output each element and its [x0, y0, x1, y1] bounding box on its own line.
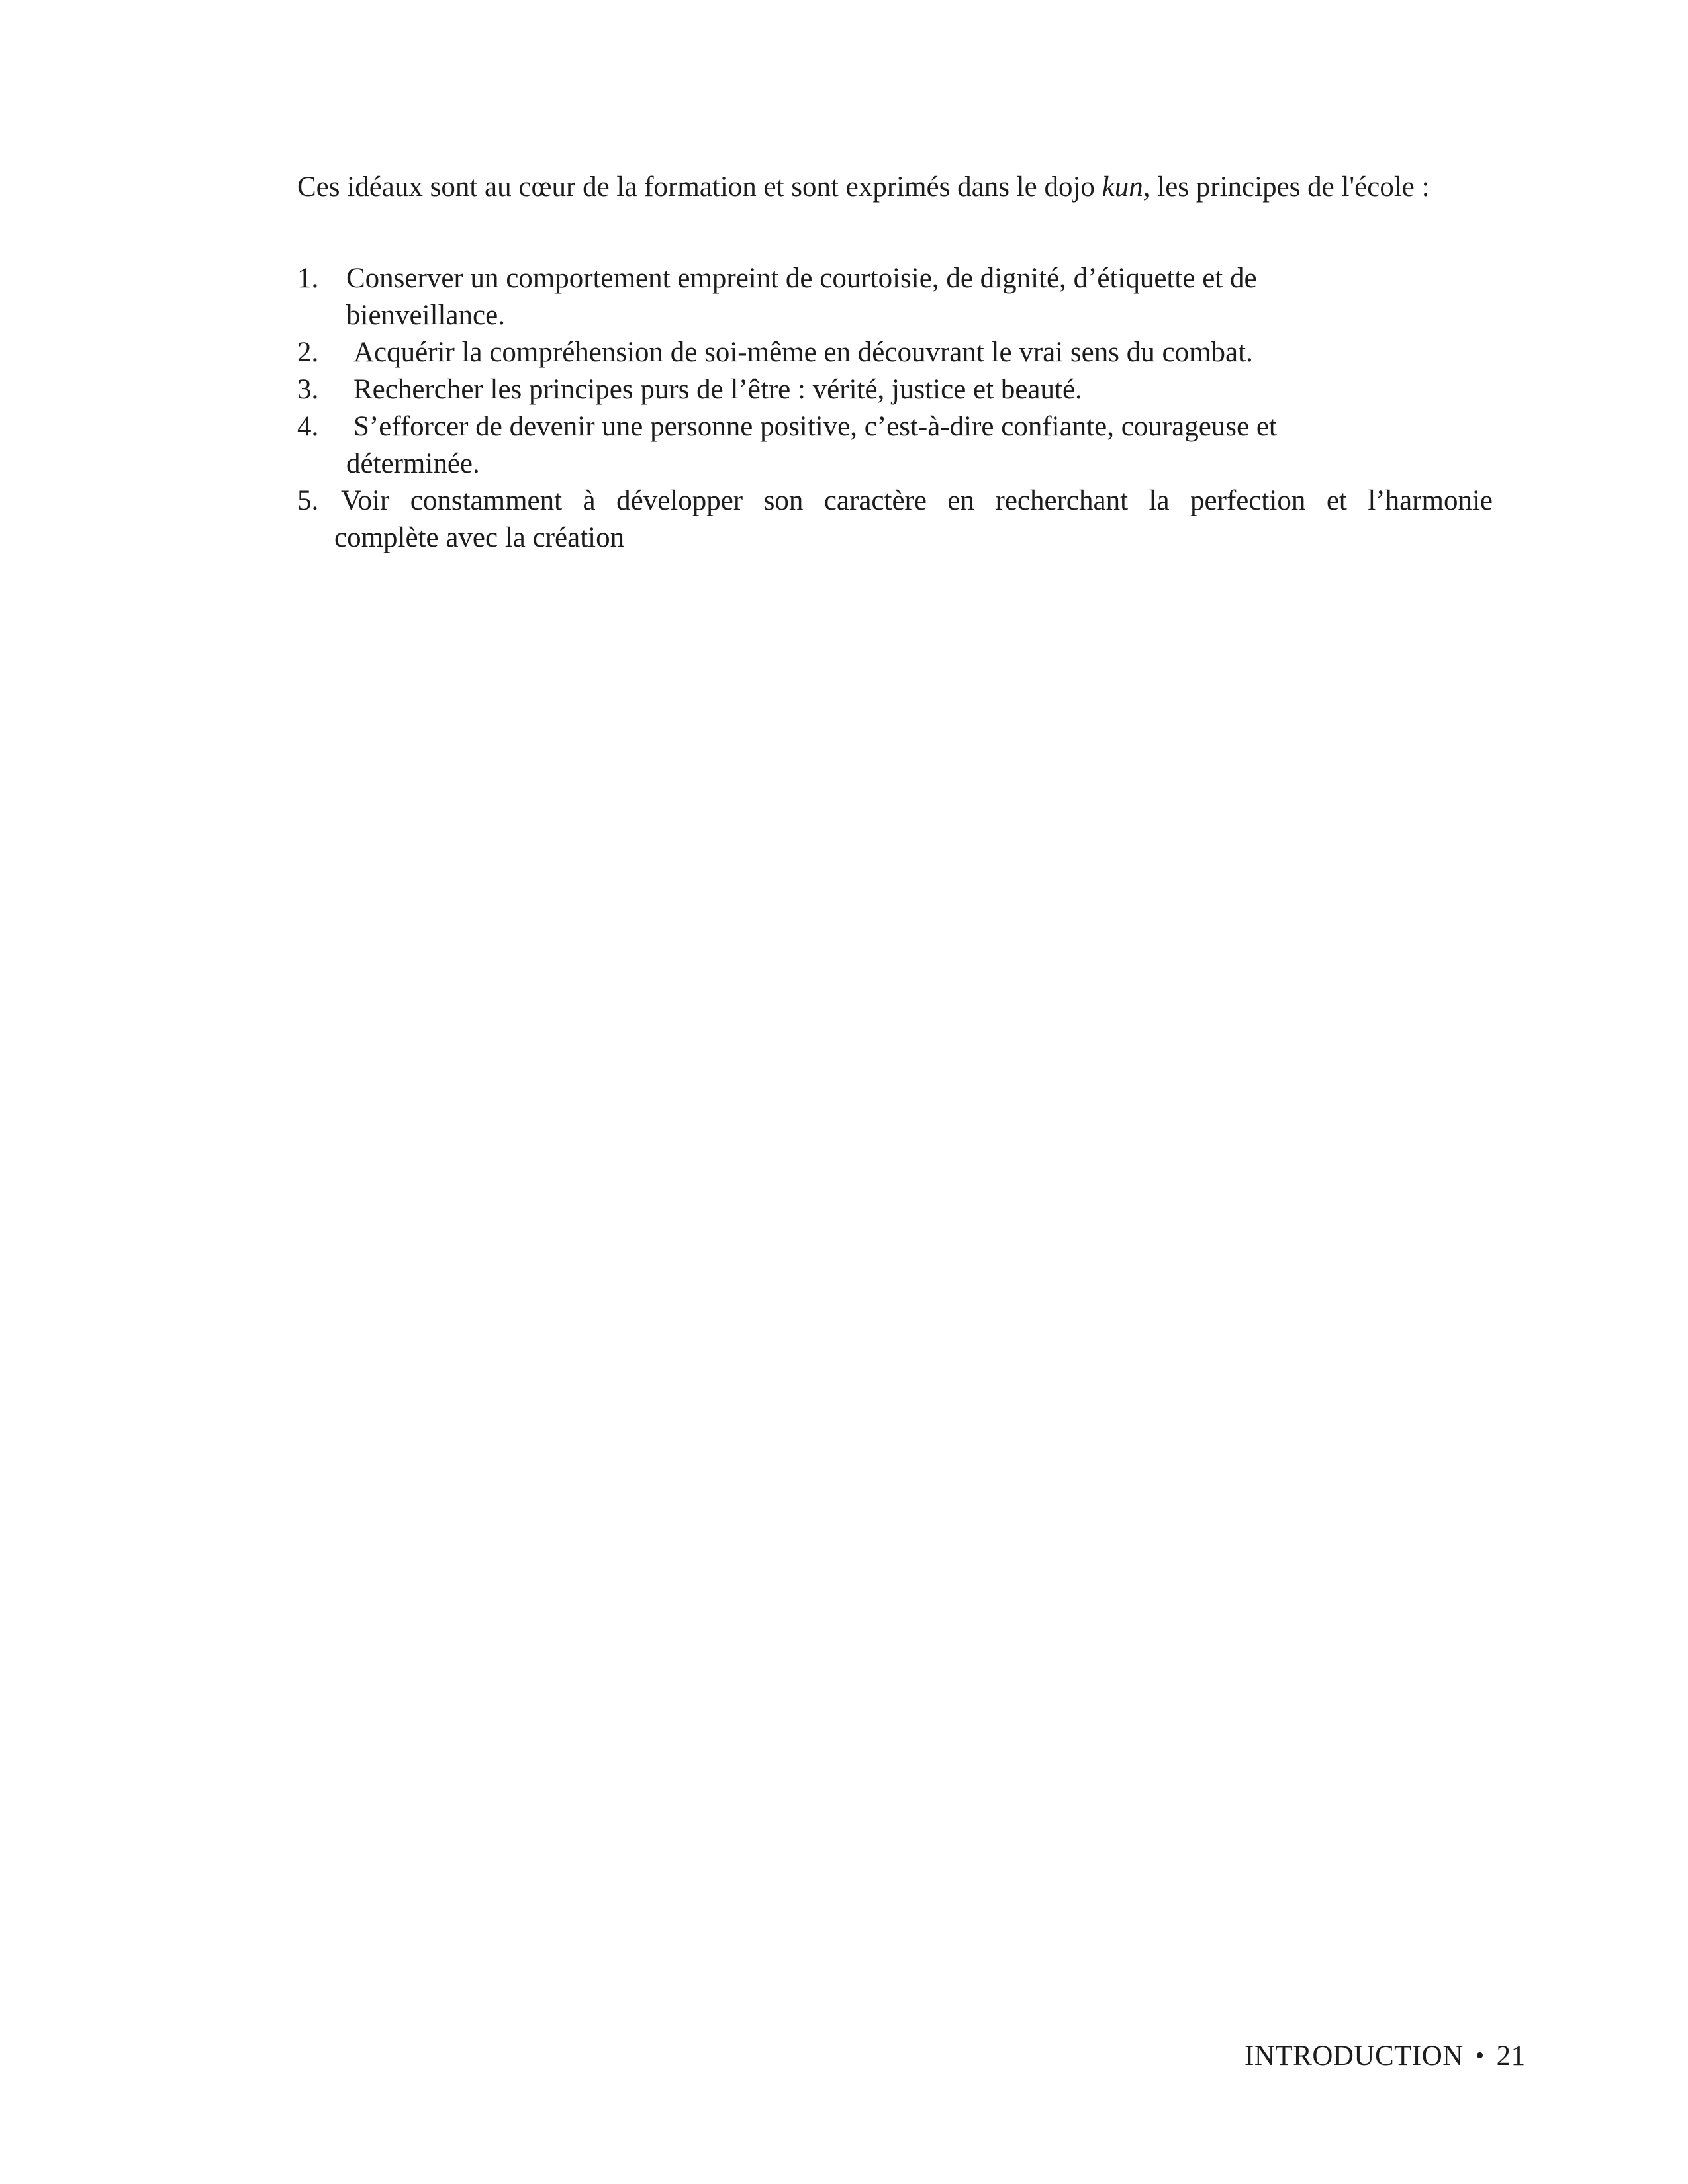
list-item-text: [297, 260, 1493, 334]
intro-emphasis: kun,: [1102, 171, 1150, 203]
list-item-number: 5.: [297, 485, 319, 516]
list-item-text: [297, 482, 1493, 557]
list-item-number: 3.: [297, 374, 319, 405]
list-item-number: 2.: [297, 337, 319, 368]
list-item-line: S’efforcer de devenir une personne positive, c’est-à-dire confiante, courageuse et: [353, 411, 1277, 442]
list-item-line: Voir constamment à développer son caractère en recherchant la perfection et l’harmonie: [341, 485, 1493, 516]
intro-paragraph: [297, 169, 1489, 206]
list-item-number: 4.: [297, 411, 319, 442]
list-item: [297, 260, 1493, 334]
list-item-text: [297, 334, 1493, 371]
footer-section-title: INTRODUCTION: [1244, 2040, 1464, 2071]
list-item-line: Rechercher les principes purs de l’être : vérité, justice et beauté.: [353, 374, 1082, 405]
principles-list: [297, 260, 1493, 557]
list-item: [297, 334, 1493, 371]
list-item-text: [297, 371, 1493, 408]
page-footer: [1244, 2037, 1526, 2075]
page-number: 21: [1496, 2040, 1526, 2071]
intro-text-after: les principes de l'école :: [1150, 171, 1430, 203]
list-item: [297, 482, 1493, 557]
list-item: [297, 408, 1493, 482]
list-item-line: complète avec la création: [334, 522, 625, 553]
list-item-number: 1.: [297, 263, 319, 294]
list-item-line: déterminée.: [346, 448, 480, 479]
footer-separator: •: [1475, 2042, 1485, 2070]
intro-text-before: Ces idéaux sont au cœur de la formation et sont exprimés dans le dojo: [297, 171, 1102, 203]
list-item-line: Conserver un comportement empreint de courtoisie, de dignité, d’étiquette et de: [346, 263, 1257, 294]
list-item: [297, 371, 1493, 408]
list-item-text: [297, 408, 1493, 482]
list-item-line: bienveillance.: [346, 300, 505, 331]
list-item-line: Acquérir la compréhension de soi-même en découvrant le vrai sens du combat.: [353, 337, 1253, 368]
